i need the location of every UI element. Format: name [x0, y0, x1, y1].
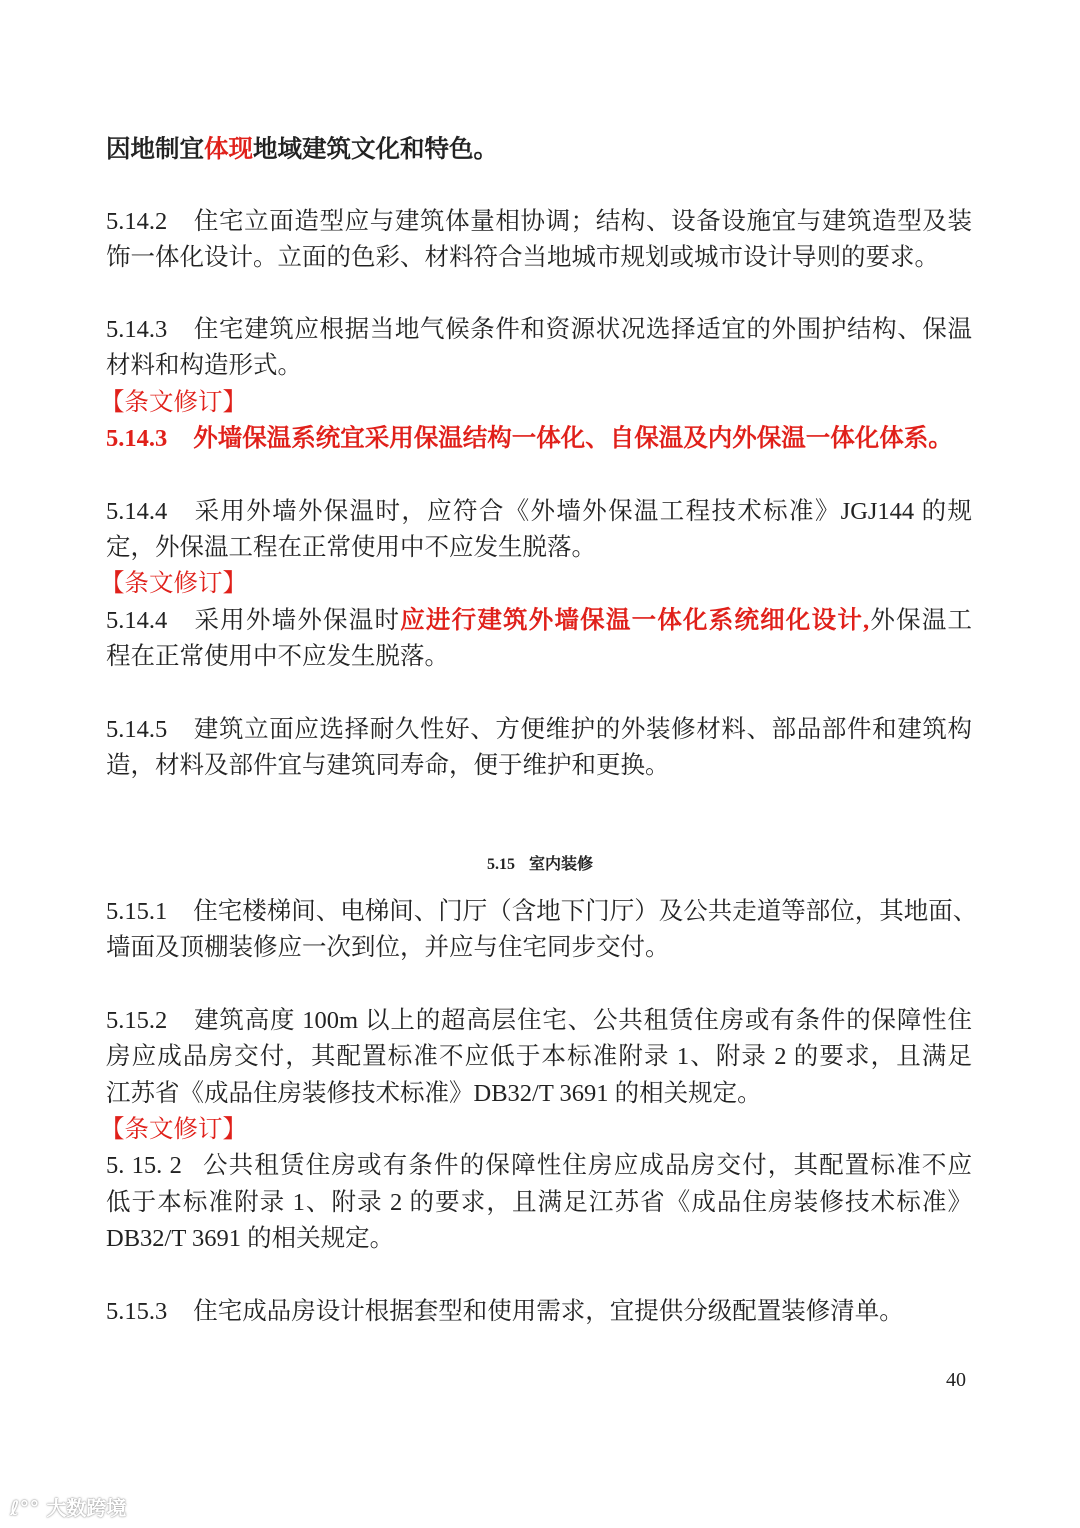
- section-heading: [0, 853, 1080, 877]
- clause-5-15-2-revised-cont2: DB32/T 3691 的相关规定。: [106, 1225, 395, 1252]
- clause-number: 5. 15. 2: [106, 1152, 182, 1179]
- clause-number: 5.15.2: [106, 1007, 168, 1034]
- clause-5-14-3: [106, 312, 972, 348]
- text: 采用外墙外保温时: [193, 607, 401, 634]
- clause-number: 5.15.3: [106, 1298, 168, 1325]
- text: 外墙保温系统宜采用保温结构一体化、自保温及内外保温一体化体系。: [193, 425, 953, 452]
- text: 住宅楼梯间、电梯间、门厅（含地下门厅）及公共走道等部位，其地面、: [193, 898, 978, 925]
- clause-5-14-2-cont: 饰一体化设计。立面的色彩、材料符合当地城市规划或城市设计导则的要求。: [106, 244, 939, 271]
- clause-number: 5.14.4: [106, 607, 168, 634]
- text: 建筑立面应选择耐久性好、方便维护的外装修材料、部品部件和建筑构: [193, 716, 972, 743]
- text: 地域建筑文化和特色。: [253, 136, 498, 163]
- clause-5-15-2: [106, 1003, 972, 1039]
- revision-label: 【条文修订】: [100, 389, 247, 416]
- section-number: 5.15: [486, 856, 515, 873]
- text: 外保温工: [869, 607, 973, 634]
- clause-5-14-5-cont: 造，材料及部件宜与建筑同寿命，便于维护和更换。: [106, 752, 670, 779]
- clause-number: 5.14.5: [106, 716, 168, 743]
- clause-5-15-2-revised-cont: 低于本标准附录 1、附录 2 的要求，且满足江苏省《成品住房装修技术标准》: [106, 1189, 972, 1216]
- section-title: 室内装修: [528, 856, 593, 873]
- clause-number: 5.14.4: [106, 498, 168, 525]
- clause-5-14-4-cont: 定，外保温工程在正常使用中不应发生脱落。: [106, 534, 596, 561]
- paragraph-intro: [106, 132, 972, 168]
- page-number: 40: [946, 1369, 966, 1391]
- text: 建筑高度 100m 以上的超高层住宅、公共租赁住房或有条件的保障性住: [193, 1007, 972, 1034]
- clause-5-14-4-revised-cont: 程在正常使用中不应发生脱落。: [106, 643, 449, 670]
- highlight-text: 体现: [204, 136, 253, 163]
- clause-5-15-2-revised: [106, 1148, 972, 1184]
- clause-5-14-4: [106, 494, 972, 530]
- revision-label: 【条文修订】: [100, 1116, 247, 1143]
- clause-5-14-3-revised: [106, 421, 972, 457]
- clause-5-14-2: [106, 204, 972, 240]
- clause-5-14-4-revised: [106, 603, 972, 639]
- clause-number: 5.14.2: [106, 208, 168, 235]
- revision-label: 【条文修订】: [100, 570, 247, 597]
- clause-5-15-3: [106, 1294, 972, 1330]
- clause-number: 5.14.3: [106, 425, 168, 452]
- watermark: [10, 1492, 126, 1521]
- clause-5-14-3-cont: 材料和构造形式。: [106, 352, 302, 379]
- text: 住宅立面造型应与建筑体量相协调；结构、设备设施宜与建筑造型及装: [193, 208, 972, 235]
- text: 采用外墙外保温时，应符合《外墙外保温工程技术标准》JGJ144 的规: [193, 498, 972, 525]
- watermark-logo-icon: ℓ°°: [10, 1496, 47, 1520]
- clause-number: 5.15.1: [106, 898, 168, 925]
- clause-number: 5.14.3: [106, 316, 168, 343]
- highlight-text: 应进行建筑外墙保温一体化系统细化设计,: [400, 607, 870, 634]
- clause-5-15-2-cont: 房应成品房交付，其配置标准不应低于本标准附录 1、附录 2 的要求，且满足: [106, 1043, 972, 1070]
- clause-5-15-2-cont2: 江苏省《成品住房装修技术标准》DB32/T 3691 的相关规定。: [106, 1080, 762, 1107]
- text: 住宅成品房设计根据套型和使用需求，宜提供分级配置装修清单。: [193, 1298, 904, 1325]
- clause-5-15-1-cont: 墙面及顶棚装修应一次到位，并应与住宅同步交付。: [106, 934, 670, 961]
- text: 公共租赁住房或有条件的保障性住房应成品房交付，其配置标准不应: [201, 1152, 972, 1179]
- clause-5-14-5: [106, 712, 972, 748]
- text: 因地制宜: [106, 136, 204, 163]
- watermark-text: 大数跨境: [46, 1496, 127, 1520]
- clause-5-15-1: [106, 894, 978, 930]
- text: 住宅建筑应根据当地气候条件和资源状况选择适宜的外围护结构、保温: [193, 316, 972, 343]
